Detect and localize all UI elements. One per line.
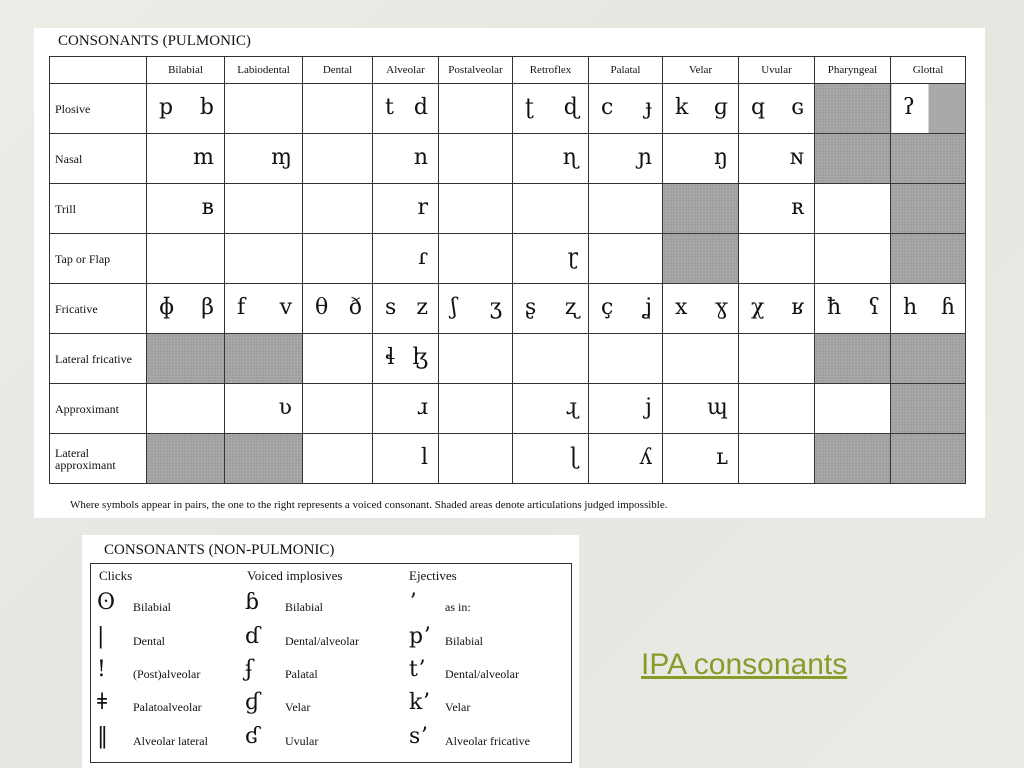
voiceless-symbol: x xyxy=(675,294,688,320)
symbol-cell xyxy=(373,84,439,134)
voiced-symbol: r xyxy=(417,194,428,220)
nonpulmonic-title: CONSONANTS (NON-PULMONIC) xyxy=(104,542,335,558)
voiced-symbol: ʟ xyxy=(716,444,728,470)
symbol-cell xyxy=(439,284,513,334)
voiced-symbol: ɰ xyxy=(707,394,728,420)
symbol-cell xyxy=(373,384,439,434)
voiceless-symbol: s xyxy=(385,294,397,320)
corner-cell xyxy=(50,57,147,84)
voiceless-symbol: q xyxy=(751,94,766,120)
symbol-cell xyxy=(303,184,373,234)
row-label: Fricative xyxy=(50,284,147,334)
voiceless-symbol: θ xyxy=(315,294,329,320)
symbol-cell xyxy=(815,384,891,434)
symbol-cell xyxy=(147,184,225,234)
col-header: Labiodental xyxy=(225,57,303,84)
symbol-cell xyxy=(739,384,815,434)
implosives-label: Velar xyxy=(285,700,311,714)
voiced-symbol: ɹ xyxy=(416,394,428,420)
col-header: Glottal xyxy=(891,57,966,84)
symbol-cell xyxy=(589,384,663,434)
symbol-cell xyxy=(225,184,303,234)
symbol-cell xyxy=(225,434,303,484)
clicks-symbol: ! xyxy=(97,657,106,682)
symbol-cell xyxy=(439,384,513,434)
col-header: Dental xyxy=(303,57,373,84)
implosives-label: Dental/alveolar xyxy=(285,634,359,648)
pulmonic-table xyxy=(49,56,966,484)
symbol-cell xyxy=(589,284,663,334)
voiced-symbol: ɮ xyxy=(412,344,428,370)
symbol-cell xyxy=(439,334,513,384)
voiced-symbol: ɾ xyxy=(418,244,428,270)
symbol-cell xyxy=(147,234,225,284)
symbol-cell xyxy=(891,384,966,434)
row-label: Plosive xyxy=(50,84,147,134)
symbol-cell xyxy=(663,334,739,384)
symbol-cell xyxy=(147,384,225,434)
voiceless-symbol: ʂ xyxy=(525,294,537,320)
implosives-symbol: ʛ xyxy=(245,724,260,749)
col-header: Alveolar xyxy=(373,57,439,84)
voiced-symbol: l xyxy=(420,444,428,470)
symbol-cell xyxy=(373,134,439,184)
clicks-label: Bilabial xyxy=(133,600,171,614)
voiced-symbol: ɴ xyxy=(789,144,804,170)
voiced-symbol: ʀ xyxy=(791,194,804,220)
voiced-symbol: ɖ xyxy=(563,94,578,120)
voiced-symbol: v xyxy=(279,294,292,320)
voiced-symbol: ŋ xyxy=(713,144,728,170)
implosives-symbol: ɗ xyxy=(245,624,261,649)
ejectives-label: Bilabial xyxy=(445,634,483,648)
symbol-cell xyxy=(303,384,373,434)
symbol-cell xyxy=(513,434,589,484)
ejectives-label: Velar xyxy=(445,700,471,714)
symbol-cell xyxy=(513,284,589,334)
symbol-cell xyxy=(891,134,966,184)
symbol-cell xyxy=(815,334,891,384)
pulmonic-row xyxy=(50,384,966,434)
symbol-cell xyxy=(739,234,815,284)
symbol-cell xyxy=(513,134,589,184)
symbol-cell xyxy=(663,434,739,484)
symbol-cell xyxy=(373,234,439,284)
implosives-symbol: ɠ xyxy=(245,690,261,715)
col-header: Palatal xyxy=(589,57,663,84)
voiced-symbol: b xyxy=(199,94,214,120)
ejectives-symbol: kʼ xyxy=(409,690,430,715)
voiceless-symbol: ɸ xyxy=(159,294,175,320)
voiced-symbol: ɦ xyxy=(940,294,955,320)
voiced-symbol: ɳ xyxy=(562,144,578,170)
symbol-cell xyxy=(891,184,966,234)
voiced-symbol: ʕ xyxy=(868,294,880,320)
pulmonic-note: Where symbols appear in pairs, the one to the right represents a voiced consonant. Shaded areas denote articulations judged impossible. xyxy=(70,499,668,511)
symbol-cell xyxy=(147,434,225,484)
voiceless-symbol: h xyxy=(903,294,918,320)
voiceless-symbol: ɬ xyxy=(385,344,395,370)
voiced-symbol: ɲ xyxy=(637,144,652,170)
symbol-cell xyxy=(439,134,513,184)
pulmonic-row xyxy=(50,84,966,134)
ejectives-heading: Ejectives xyxy=(409,568,457,583)
voiceless-symbol: k xyxy=(675,94,689,120)
pulmonic-row xyxy=(50,234,966,284)
pulmonic-row xyxy=(50,134,966,184)
symbol-cell xyxy=(225,334,303,384)
voiceless-symbol: ʃ xyxy=(451,294,457,320)
symbol-cell xyxy=(739,84,815,134)
symbol-cell xyxy=(589,434,663,484)
row-label: Trill xyxy=(50,184,147,234)
voiced-symbol: ɢ xyxy=(791,94,804,120)
voiceless-symbol: c xyxy=(601,94,614,120)
pulmonic-row xyxy=(50,184,966,234)
voiced-symbol: m xyxy=(193,144,214,170)
voiced-symbol: ʐ xyxy=(564,294,578,320)
clicks-label: Palatoalveolar xyxy=(133,700,202,714)
voiced-symbol: ɽ xyxy=(567,244,578,270)
symbol-cell xyxy=(147,334,225,384)
implosives-symbol: ʄ xyxy=(245,657,254,682)
symbol-cell xyxy=(303,84,373,134)
voiced-symbol: ɣ xyxy=(714,294,728,320)
voiced-symbol: ʋ xyxy=(278,394,292,420)
symbol-cell xyxy=(589,234,663,284)
ejectives-symbol: ʼ xyxy=(409,590,416,615)
symbol-cell xyxy=(815,184,891,234)
ejectives-label: as in: xyxy=(445,600,471,614)
row-label: Lateral fricative xyxy=(50,334,147,384)
voiced-symbol: ʎ xyxy=(639,444,652,470)
ipa-consonants-link[interactable]: IPA consonants xyxy=(641,648,848,681)
voiceless-symbol: ʔ xyxy=(903,94,915,120)
col-header: Bilabial xyxy=(147,57,225,84)
clicks-symbol: ǂ xyxy=(97,690,108,715)
symbol-cell xyxy=(303,334,373,384)
voiced-symbol: ʁ xyxy=(791,294,804,320)
symbol-cell xyxy=(513,334,589,384)
symbol-cell xyxy=(225,384,303,434)
ejectives-label: Alveolar fricative xyxy=(445,734,530,748)
symbol-cell xyxy=(373,334,439,384)
symbol-cell xyxy=(513,384,589,434)
nonpulmonic-box xyxy=(90,563,572,763)
clicks-symbol: ‖ xyxy=(97,724,108,749)
symbol-cell xyxy=(439,84,513,134)
row-label: Approximant xyxy=(50,384,147,434)
clicks-label: (Post)alveolar xyxy=(133,667,201,681)
symbol-cell xyxy=(739,284,815,334)
symbol-cell xyxy=(589,184,663,234)
symbol-cell xyxy=(663,184,739,234)
symbol-cell xyxy=(513,84,589,134)
symbol-cell xyxy=(663,84,739,134)
voiced-symbol: ʝ xyxy=(643,294,652,320)
pulmonic-row xyxy=(50,334,966,384)
symbol-cell xyxy=(663,284,739,334)
symbol-cell xyxy=(815,234,891,284)
symbol-cell xyxy=(513,184,589,234)
symbol-cell xyxy=(663,234,739,284)
voiceless-symbol: ç xyxy=(601,294,614,320)
clicks-symbol: | xyxy=(97,624,105,649)
symbol-cell xyxy=(891,84,966,134)
voiced-symbol: j xyxy=(645,394,652,420)
voiceless-symbol: ħ xyxy=(827,294,842,320)
symbol-cell xyxy=(739,434,815,484)
implosives-label: Bilabial xyxy=(285,600,323,614)
symbol-cell xyxy=(739,184,815,234)
voiced-symbol: ʒ xyxy=(489,294,502,320)
clicks-symbol: ʘ xyxy=(97,590,116,615)
voiceless-symbol: χ xyxy=(751,294,765,320)
symbol-cell xyxy=(815,284,891,334)
col-header: Uvular xyxy=(739,57,815,84)
symbol-cell xyxy=(439,234,513,284)
symbol-cell xyxy=(303,234,373,284)
symbol-cell xyxy=(225,134,303,184)
implosives-label: Palatal xyxy=(285,667,318,681)
symbol-cell xyxy=(225,234,303,284)
voiced-symbol: n xyxy=(413,144,428,170)
ejectives-symbol: tʼ xyxy=(409,657,425,682)
ejectives-label: Dental/alveolar xyxy=(445,667,519,681)
row-label: Nasal xyxy=(50,134,147,184)
symbol-cell xyxy=(303,284,373,334)
pulmonic-row xyxy=(50,284,966,334)
voiceless-symbol: ʈ xyxy=(525,94,534,120)
symbol-cell xyxy=(891,284,966,334)
symbol-cell xyxy=(513,234,589,284)
implosives-heading: Voiced implosives xyxy=(247,568,343,583)
voiced-symbol: ɟ xyxy=(645,94,652,120)
symbol-cell xyxy=(439,184,513,234)
row-label: Tap or Flap xyxy=(50,234,147,284)
clicks-label: Dental xyxy=(133,634,165,648)
voiced-symbol: ð xyxy=(348,294,362,320)
voiced-symbol: z xyxy=(416,294,428,320)
voiced-symbol: d xyxy=(413,94,428,120)
voiced-symbol: ɡ xyxy=(713,94,728,120)
symbol-cell xyxy=(439,434,513,484)
col-header: Velar xyxy=(663,57,739,84)
voiceless-symbol: f xyxy=(237,294,246,320)
symbol-cell xyxy=(303,134,373,184)
symbol-cell xyxy=(303,434,373,484)
symbol-cell xyxy=(663,384,739,434)
col-header: Pharyngeal xyxy=(815,57,891,84)
col-header: Postalveolar xyxy=(439,57,513,84)
symbol-cell xyxy=(891,434,966,484)
symbol-cell xyxy=(147,284,225,334)
symbol-cell xyxy=(147,84,225,134)
symbol-cell xyxy=(373,284,439,334)
symbol-cell xyxy=(225,284,303,334)
symbol-cell xyxy=(373,434,439,484)
symbol-cell xyxy=(891,334,966,384)
pulmonic-title: CONSONANTS (PULMONIC) xyxy=(58,33,251,49)
voiced-symbol: β xyxy=(201,294,214,320)
voiced-symbol: ɱ xyxy=(271,144,292,170)
symbol-cell xyxy=(589,134,663,184)
symbol-cell xyxy=(589,84,663,134)
symbol-cell xyxy=(225,84,303,134)
voiceless-symbol: p xyxy=(159,94,174,120)
symbol-cell xyxy=(373,184,439,234)
ejectives-symbol: pʼ xyxy=(409,624,431,649)
nonpulmonic-chart-panel xyxy=(82,535,579,768)
voiceless-symbol: t xyxy=(385,94,394,120)
voiced-symbol: ɭ xyxy=(570,444,578,470)
row-label: Lateral approximant xyxy=(50,434,147,484)
pulmonic-row xyxy=(50,434,966,484)
implosives-label: Uvular xyxy=(285,734,319,748)
pulmonic-chart-panel xyxy=(34,28,985,518)
symbol-cell xyxy=(589,334,663,384)
symbol-cell xyxy=(815,134,891,184)
pulmonic-header-row xyxy=(50,57,966,84)
clicks-label: Alveolar lateral xyxy=(133,734,208,748)
symbol-cell xyxy=(147,134,225,184)
symbol-cell xyxy=(815,84,891,134)
implosives-symbol: ɓ xyxy=(245,590,260,615)
voiced-symbol: ɻ xyxy=(565,394,578,420)
symbol-cell xyxy=(891,234,966,284)
col-header: Retroflex xyxy=(513,57,589,84)
voiced-symbol: ʙ xyxy=(201,194,214,220)
symbol-cell xyxy=(663,134,739,184)
ejectives-symbol: sʼ xyxy=(409,724,428,749)
clicks-heading: Clicks xyxy=(99,568,133,583)
symbol-cell xyxy=(815,434,891,484)
symbol-cell xyxy=(739,334,815,384)
symbol-cell xyxy=(739,134,815,184)
